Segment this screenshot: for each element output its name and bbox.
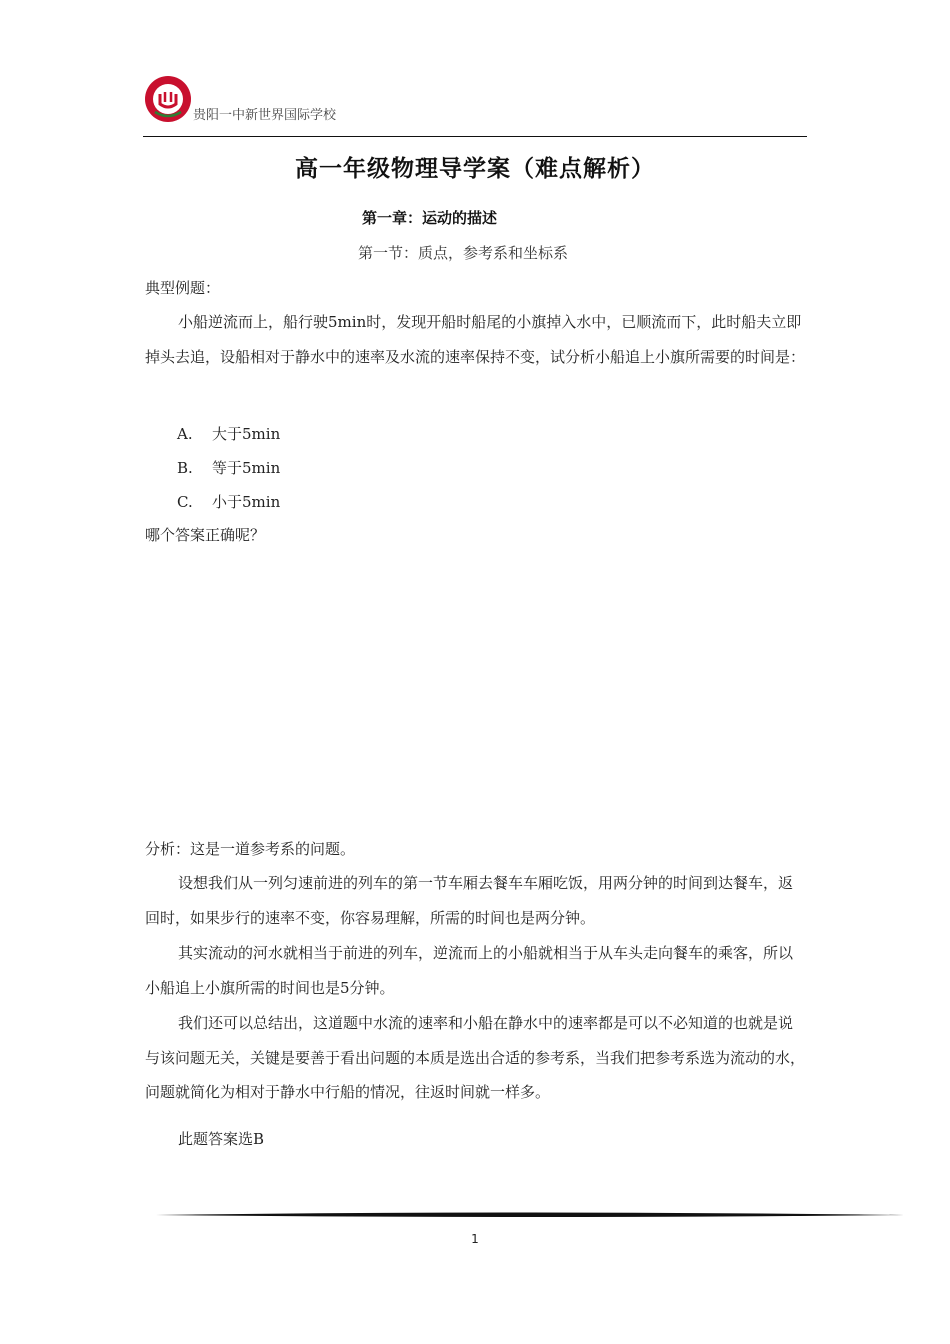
example-heading: 典型例题： bbox=[145, 279, 221, 297]
option-letter: A. bbox=[177, 425, 193, 443]
option-c bbox=[177, 491, 280, 512]
option-b bbox=[177, 457, 280, 478]
option-text: 小于5min bbox=[212, 493, 281, 511]
document-title: 高一年级物理导学案（难点解析） bbox=[295, 156, 655, 182]
answer-line: 此题答案选B bbox=[178, 1130, 265, 1148]
school-name: 贵阳一中新世界国际学校 bbox=[193, 108, 337, 123]
page-number: 1 bbox=[471, 1232, 479, 1246]
option-text: 等于5min bbox=[212, 459, 281, 477]
option-text: 大于5min bbox=[212, 425, 281, 443]
analysis-paragraph-2: 其实流动的河水就相当于前进的列车，逆流而上的小船就相当于从车头走向餐车的乘客，所以小船追上小旗所需的时间也是5分钟。 bbox=[145, 944, 794, 997]
option-letter: B. bbox=[177, 459, 193, 477]
analysis-paragraph-3: 我们还可以总结出，这道题中水流的速率和小船在静水中的速率都是可以不必知道的也就是说与该问题无关，关键是要善于看出问题的本质是选出合适的参考系，当我们把参考系选为流动的水，问题就简化为相对于静水中行船的情况，往返时间就一样多。 bbox=[145, 1014, 806, 1101]
analysis-heading: 分析：这是一道参考系的问题。 bbox=[145, 840, 356, 858]
footer-divider bbox=[156, 1210, 904, 1220]
option-letter: C. bbox=[177, 493, 193, 511]
example-question: 小船逆流而上，船行驶5min时，发现开船时船尾的小旗掉入水中，已顺流而下，此时船夫立即掉头去追，设船相对于静水中的速率及水流的速率保持不变，试分析小船追上小旗所需要的时间是： bbox=[145, 313, 806, 366]
chapter-heading: 第一章：运动的描述 bbox=[362, 209, 498, 227]
school-logo-icon bbox=[143, 74, 193, 124]
question-prompt: 哪个答案正确呢？ bbox=[145, 526, 266, 544]
analysis-paragraph-1: 设想我们从一列匀速前进的列车的第一节车厢去餐车车厢吃饭，用两分钟的时间到达餐车，返回时，如果步行的速率不变，你容易理解，所需的时间也是两分钟。 bbox=[145, 874, 794, 927]
section-heading: 第一节：质点，参考系和坐标系 bbox=[358, 244, 569, 262]
option-a bbox=[177, 423, 280, 444]
page-header bbox=[143, 70, 807, 138]
header-divider bbox=[143, 136, 807, 137]
